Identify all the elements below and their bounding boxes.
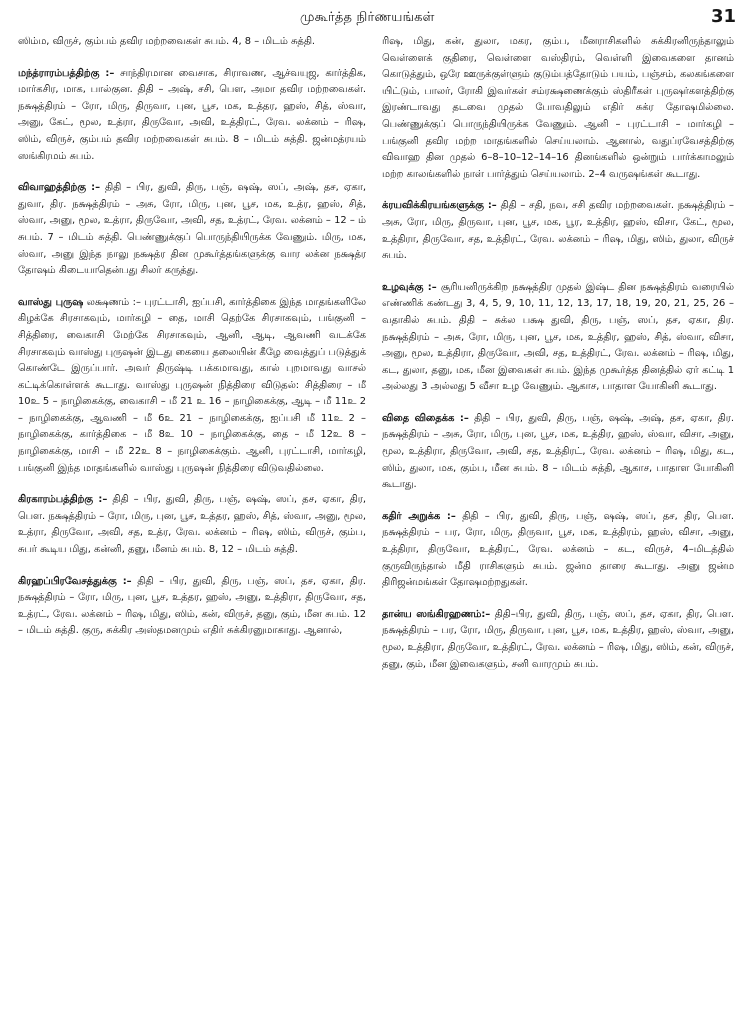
section-heading: விதை விதைக்க :– — [382, 412, 469, 424]
paragraph — [382, 280, 734, 396]
section-body: திதி – பிர, துவி, திரு, பஞ், ஷஷ், ஸப், தச, ஏகா, திர, பௌ. நக்ஷத்திரம் – ரோ, மிரு, புன, பூச, உத்தர, ஹஸ், சித், ஸ்வா, அனு, மூல, உத்ரா, திருவோ, அவி, சத, உத்ர, ரேவ. லக்னம் – ரிஷ, ஸிம், விருச், கும்ப, சுபர் கூடிய மிது, கன்னி, தனு, மீனம் சுபம். 8, 12 – மிடம் சுத்தி. — [18, 494, 366, 556]
paragraph — [382, 198, 734, 264]
left-column — [18, 34, 366, 1018]
section-body: ரிஷ, மிது, கன், துலா, மகர, கும்ப, மீனராசிகளில் சுக்கிரனிருந்தாலும் வெள்ளைக் குதிரை, வெள்ளை வஸ்திரம், வெள்ளி இவைகளை தானம் கொடுத்தும், ஒரே ஊருக்குள்ளும் குடும்பத்தோடும் பயம், பஞ்சம், கலகங்களை யிட்டும், பாலர், ரோகி இவர்கள் சம்ரக்ஷணைக்கும் ஸ்திரீகள் புருஷர்களத்திற்கு இரண்டாவது தடவை முதல் போவதிலும் எதிர் சுக்ர தோஷமில்லை. பெண்ணுக்குப் பொருந்தியிருக்க வேணும். ஆனி – புரட்டாசி – மார்கழி – பங்குனி தவிர மற்ற மாதங்களில் செய்யலாம். ஆனால், வதுப்ரவேசத்திற்கு விவாஹ தின முதல் 6–8–10–12–14–16 தினங்களில் ஒன்றும் பார்க்காமலும் மற்ற காலங்களில் நாள் பார்த்தும் செய்யலாம். 2–4 வருஷங்கள் கூடாது. — [382, 36, 734, 180]
section-body: திதி – பிர, துவி, திரு, பஞ், ஸப், தச, ஏகா, திர. நக்ஷத்திரம் – ரோ, மிரு, புன, பூச, உத்தர, ஹஸ், அனு, உத்திரா, திருவோ, சத, உத்ரட், ரேவ. லக்னம் – ரிஷ, மிது, ஸிம், கன், விருச், தனு, கும், மீன சுபம். 12 – மிடம் சுத்தி. குரு, சுக்கிர அஸ்தமனமும் எதிர் சுக்கிரனுமாகாது. ஆனால், — [18, 575, 366, 637]
paragraph — [382, 509, 734, 592]
section-heading: கதிர் அறுக்க :– — [382, 510, 456, 522]
section-heading: கிரகாரம்பத்திற்கு :– — [18, 494, 108, 506]
paragraph — [18, 34, 366, 51]
section-graha-arambam — [18, 492, 366, 558]
section-heading: வாஸ்து புருஷ — [18, 296, 84, 308]
section-kraya-vikrayam — [382, 198, 734, 264]
page-header — [0, 0, 750, 36]
paragraph — [18, 180, 366, 280]
section-vivaham — [18, 180, 366, 280]
paragraph — [18, 295, 366, 478]
section-continuation-sukran — [382, 34, 734, 183]
paragraph — [382, 607, 734, 673]
section-heading: தான்ய ஸங்கிரஹணம்:– — [382, 608, 491, 620]
right-column — [382, 34, 734, 1018]
section-heading: உழவுக்கு :– — [382, 281, 437, 293]
section-continuation-simham — [18, 34, 366, 51]
paragraph — [18, 574, 366, 640]
section-vasthu-purusha — [18, 295, 366, 478]
section-heading: மந்த்ராரம்பத்திற்கு :– — [18, 67, 115, 79]
section-thaanya-sangraham — [382, 607, 734, 673]
section-graha-pravesam — [18, 574, 366, 640]
section-vithai-vithaikka — [382, 411, 734, 494]
section-body: சூரியனிருக்கிற நக்ஷத்திர முதல் இஷ்ட தின நக்ஷத்திரம் வரையில் எண்ணிக் கண்டது 3, 4, 5, 9, 10, 11, 12, 13, 17, 18, 19, 20, 21, 25, 26 – வதாகில் சுபம். திதி – சுக்ல பக்ஷ துவி, திரு, பஞ், ஸப், தச, ஏகா, திர. நக்ஷத்திரம் – அசு, ரோ, மிரு, புன, பூச, மக, உத்திர, ஹஸ், சித், ஸ்வா, விசா, அனு, மூல, உத்திரா, திருவோ, அவி, சத, உத்திரட், ரேவ. லக்னம் – ரிஷ, மிது, கட, துலா, தனு, மக, மீன இவைகள் சுபம். இந்த முகூர்த்த தினத்தில் ஏர் கட்டி 1 அல்லது 3 அல்லது 5 வீசா உழ வேணும். ஆகாச, பாதாள யோகினி கூடாது. — [382, 281, 734, 393]
page-title: முகூர்த்த நிர்ணயங்கள் — [300, 10, 435, 25]
paragraph — [382, 411, 734, 494]
section-body: திதி – பிர, துவி, திரு, பஞ், ஷஷ், ஸப், தச, திர, பௌ. நக்ஷத்திரம் – பர, ரோ, மிரு, திருவா, பூச, மக, உத்திரம், ஹஸ், விசா, அனு, உத்திரா, திருவோ, உத்திரட், ரேவ. லக்னம் – கட, விருச், 4–மிடத்தில் குருவிருந்தால் மீதி ராசிகளும் சுபம். ஜன்ம தாரை கூடாது. அனு ஜன்ம திரிஜன்மங்கள் தோஷமற்றதுகள். — [382, 510, 734, 589]
section-uzhavu — [382, 280, 734, 396]
section-heading: விவாஹத்திற்கு :– — [18, 182, 101, 194]
paragraph — [18, 66, 366, 166]
section-mantra-arambam — [18, 66, 366, 166]
section-body: திதி – சதி, நவ, சசி தவிர மற்றவைகள். நக்ஷத்திரம் – அசு, ரோ, மிரு, திருவா, புன, பூச, மக, பூர, உத்திர, ஹஸ், விசா, கேட், மூல, உத்திரா, திருவோ, சத, உத்திரட், ரேவ. லக்னம் – ரிஷ, மிது, ஸிம், துலா, விருச் சுபம். — [382, 200, 734, 262]
paragraph — [18, 492, 366, 558]
section-kathir-arukka — [382, 509, 734, 592]
section-body: லக்ஷணம் :– புரட்டாசி, ஐப்பசி, கார்த்திகை இந்த மாதங்களிலே கிழக்கே சிரசாகவும், மார்கழி – தை, மாசி தெற்கே சிரசாகவும், பங்குனி – சித்திரை, வைகாசி மேற்கே சிரசாகவும், ஆனி, ஆடி, ஆவணி வடக்கே சிரசாகவும் வாஸ்து புருஷன் இடது கையை தலையின் கீழே வைத்துப் படுத்துக் கொண்டே இருப்பார். அவர் திருஷ்டி பக்கமாவது, கால் புறமாவது வாசல் கட்டிக்கொள்ளக் கூடாது. வாஸ்து புருஷன் நித்திரை விடுதல்: சித்திரை – மீ 10உ 5 – நாழிகைக்கு, வைகாசி – மீ 21 உ 16 – நாழிகைக்கு, ஆடி – மீ 11உ 2 – நாழிகைக்கு, ஆவணி – மீ 6உ 21 – நாழிகைக்கு, ஐப்பசி மீ 11உ 2 – நாழிகைக்கு, கார்த்திகை – மீ 8உ 10 – நாழிகைக்கு, தை – மீ 12உ 8 – நாழிகைக்கு, மாசி – மீ 22உ 8 – நாழிகைக்கும். ஆனி, புரட்டாசி, மார்கழி, பங்குனி இந்த மாதங்களில் வாஸ்து புருஷன் நித்திரை விடுவதில்லை. — [18, 296, 366, 474]
section-body: திதி–பிர, துவி, திரு, பஞ், ஸப், தச, ஏகா, திர, பௌ. நக்ஷத்திரம் – பர, ரோ, மிரு, திருவா, புன, பூச, மக, உத்திர, ஹஸ், ஸ்வா, அனு, மூல, உத்திரா, திருவோ, உத்திரட், ரேவ. லக்னம் – ரிஷ, மிது, ஸிம், கன், விருச், தனு, கும், மீன இவைகளும், சனி வாரமும் சுபம். — [382, 608, 734, 670]
section-body: திதி – பிர, துவி, திரு, பஞ், ஷஷ், அஷ், தச, ஏகா, திர. நக்ஷத்திரம் – அசு, ரோ, மிரு, புன, பூச, மக, உத்திர, ஹஸ், ஸ்வா, விசா, அனு, மூல, உத்திரா, திருவோ, அவி, சத, உத்திரட், ரேவ. லக்னம் – ரிஷ, மிது, கட, ஸிம், துலா, மக, கும்ப, மீன சுபம். 8 – மிடம் சுத்தி, ஆகாச, பாதாள யோகினி கூடாது. — [382, 412, 734, 491]
section-body: ஸிம்ம, விருச், கும்பம் தவிர மற்றவைகள் சுபம். 4, 8 – மிடம் சுத்தி. — [18, 36, 316, 47]
section-heading: க்ரயவிக்கிரயங்களுக்கு :– — [382, 200, 497, 212]
section-heading: கிரஹப்பிரவேசத்துக்கு :– — [18, 575, 132, 587]
section-body: திதி – பிர, துவி, திரு, பஞ், ஷஷ், ஸப், அஷ், தச, ஏகா, துவா, திர. நக்ஷத்திரம் – அசு, ரோ, மிரு, புன, பூச, மக, உத்ர, ஹஸ், சித், ஸ்வா, அனு, மூல, உத்ரா, திருவோ, அவி, சத, உத்ரட், ரேவ. லக்னம் – 12 – ம் சுபம். 7 – மிடம் சுத்தி. பெண்ணுக்குப் பொருந்தியிருக்க வேணும். மிரு, மக, ஸ்வா, அனு இந்த நாலு நக்ஷத்ர தின முகூர்த்தங்களுக்கு வார லக்ன நக்ஷத்ர தோஷம் கிடையாதென்பது சிலர் கருத்து. — [18, 182, 366, 277]
page-number: 31 — [710, 6, 736, 27]
section-body: சாந்திரமான வைசாக, சிராவண, ஆச்வயுஜ, கார்த்திக, மார்கசிர, மாக, பால்குன. திதி – அஷ், சசி, பௌ, அமா தவிர மற்றவைகள். நக்ஷத்திரம் – ரோ, மிரு, திருவா, புன, பூச, மக, உத்தர, ஹஸ், சித், ஸ்வா, அனு, கேட், மூல, உத்ரா, திருவோ, அவி, உத்திரட், ரேவ. லக்னம் – ரிஷ, ஸிம், விருச், கும்பம் தவிர மற்றவைகள் சுபம். 8 – மிடம் சுத்தி. ஜன்மத்ரயம் ஸங்கிரமம் சுபம். — [18, 67, 366, 162]
paragraph — [382, 34, 734, 183]
